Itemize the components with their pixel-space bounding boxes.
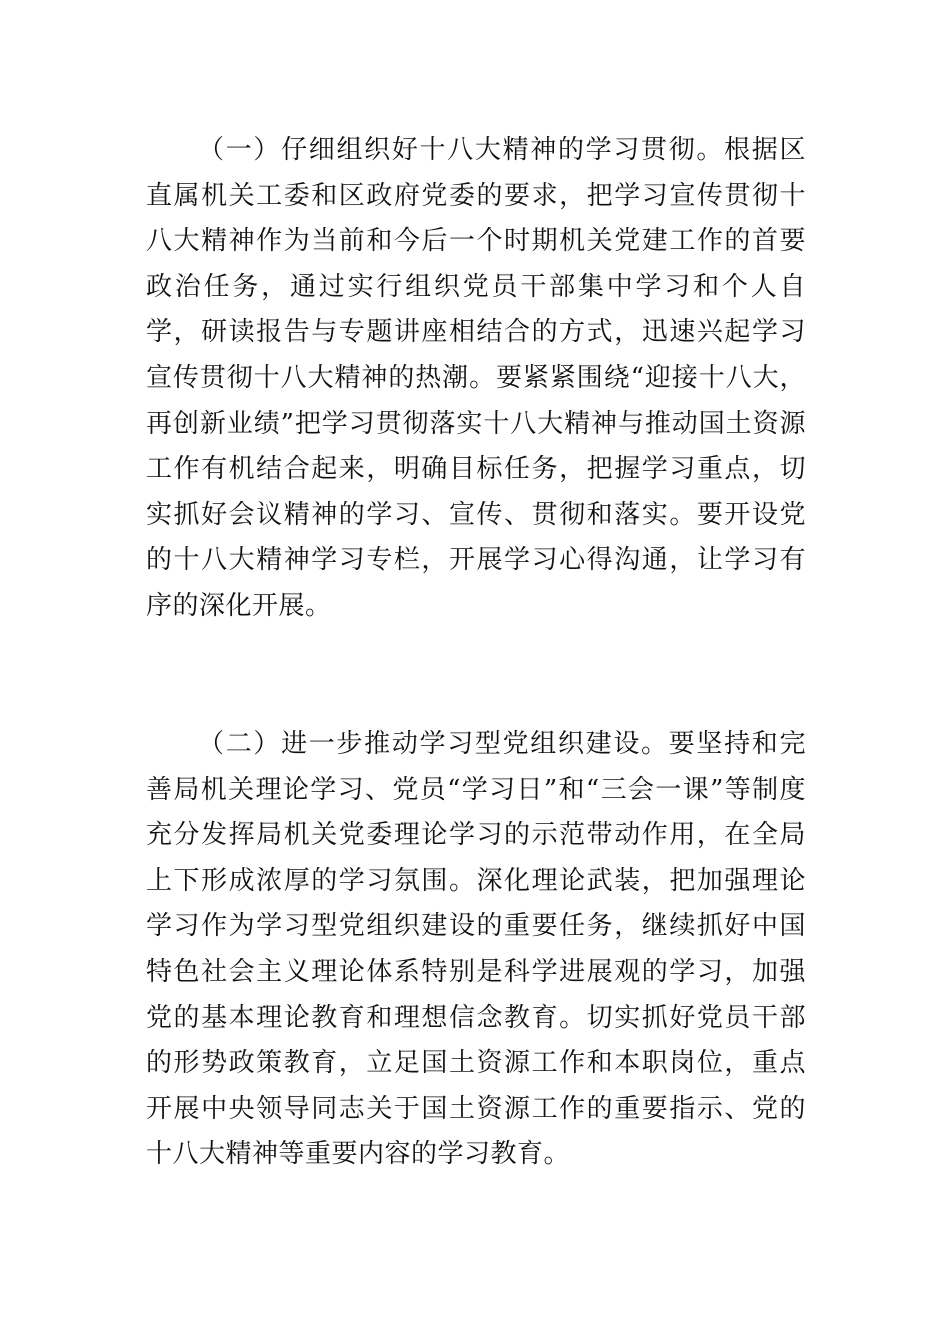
paragraph-learning-party-organization: （二）进一步推动学习型党组织建设。要坚持和完善局机关理论学习、党员“学习日”和“三会一课”等制度充分发挥局机关党委理论学习的示范带动作用，在全局上下形成浓厚的学习氛围。深化理论武装，把加强理论学习作为学习型党组织建设的重要任务，继续抓好中国特色社会主义理论体系特别是科学进展观的学习，加强党的基本理论教育和理想信念教育。切实抓好党员干部的形势政策教育，立足国土资源工作和本职岗位，重点开展中央领导同志关于国土资源工作的重要指示、党的十八大精神等重要内容的学习教育。 [146,729,806,1170]
paragraph-study-eighteenth-congress: （一）仔细组织好十八大精神的学习贯彻。根据区直属机关工委和区政府党委的要求，把学习宣传贯彻十八大精神作为当前和今后一个时期机关党建工作的首要政治任务，通过实行组织党员干部集中学习和个人自学，研读报告与专题讲座相结合的方式，迅速兴起学习宣传贯彻十八大精神的热潮。要紧紧围绕“迎接十八大，再创新业绩”把学习贯彻落实十八大精神与推动国土资源工作有机结合起来，明确目标任务，把握学习重点，切实抓好会议精神的学习、宣传、贯彻和落实。要开设党的十八大精神学习专栏，开展学习心得沟通，让学习有序的深化开展。 [146,135,806,621]
